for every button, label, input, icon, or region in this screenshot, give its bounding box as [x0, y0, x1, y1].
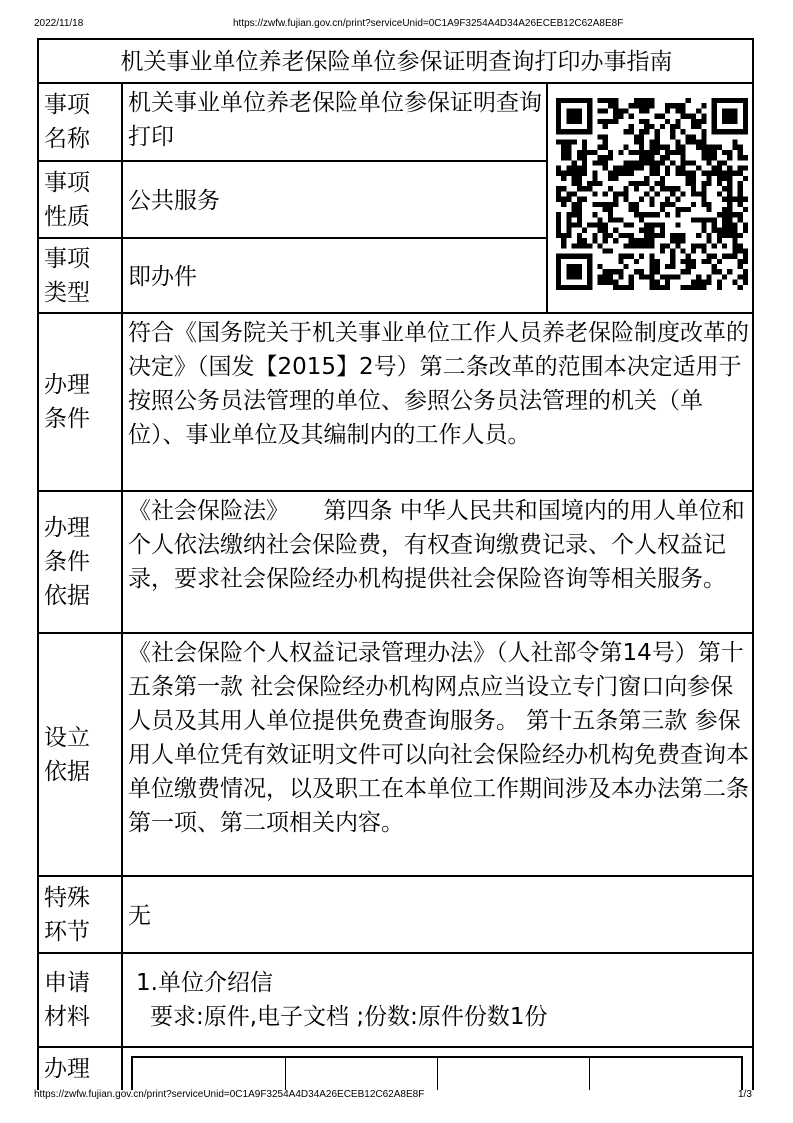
- material-requirement: 要求:原件,电子文档 ;份数:原件份数1份: [150, 1004, 548, 1030]
- materials-value: [123, 954, 754, 1046]
- row-label: 申请 材料: [39, 954, 123, 1046]
- row-label: 办理 条件 依据: [39, 492, 123, 632]
- row-item-nature: [39, 162, 546, 239]
- item-type-value: 即办件: [128, 263, 197, 290]
- row-conditions: [39, 314, 754, 492]
- row-label: 事项 性质: [39, 162, 123, 237]
- page-number: 1/3: [738, 1089, 752, 1100]
- row-materials: [39, 954, 754, 1048]
- item-nature-value: 公共服务: [128, 187, 220, 214]
- qr-code-icon: [556, 98, 748, 290]
- row-establish-basis: [39, 634, 754, 877]
- row-label: 事项 名称: [39, 84, 123, 160]
- footer-url: https://zwfw.fujian.gov.cn/print?serviceUnid=0C1A9F3254A4D34A26ECEB12C62A8E8F: [34, 1089, 425, 1100]
- row-item-type: [39, 239, 546, 314]
- establish-basis-value: 《社会保险个人权益记录管理办法》（人社部令第14号）第十五条第一款 社会保险经办机构网点应当设立专门窗口向参保人员及其用人单位提供免费查询服务。 第十五条第三款 参保用人单位凭有效证明文件可以向社会保险经办机构免费查询本单位缴费情况，以及职工在本单位工作期间涉及本办法第二条第一项、第二项相关内容。: [128, 640, 749, 836]
- print-date: 2022/11/18: [34, 18, 84, 29]
- row-label: 办理 条件: [39, 314, 123, 490]
- row-label: 设立 依据: [39, 634, 123, 875]
- process-inner-table: [131, 1056, 743, 1090]
- page-title: 机关事业单位养老保险单位参保证明查询打印办事指南: [39, 40, 754, 84]
- row-label: 事项 类型: [39, 239, 123, 312]
- condition-basis-value: 《社会保险法》 第四条 中华人民共和国境内的用人单位和个人依法缴纳社会保险费，有权查询缴费记录、个人权益记录，要求社会保险经办机构提供社会保险咨询等相关服务。: [128, 498, 745, 592]
- material-item: 1.单位介绍信: [136, 970, 273, 996]
- guide-table: [37, 38, 754, 1090]
- conditions-value: 符合《国务院关于机关事业单位工作人员养老保险制度改革的决定》（国发【2015】2号）第二条改革的范围本决定适用于按照公务员法管理的单位、参照公务员法管理的机关（单位）、事业单位及其编制内的工作人员。: [128, 320, 749, 448]
- special-steps-value: 无: [128, 902, 151, 929]
- row-label: 办理: [39, 1048, 123, 1090]
- qr-code-cell: [546, 84, 754, 314]
- row-label: 特殊 环节: [39, 877, 123, 952]
- print-url: https://zwfw.fujian.gov.cn/print?serviceUnid=0C1A9F3254A4D34A26ECEB12C62A8E8F: [233, 18, 624, 29]
- row-condition-basis: [39, 492, 754, 634]
- row-special-steps: [39, 877, 754, 954]
- item-name-value: 机关事业单位养老保险单位参保证明查询打印: [128, 90, 542, 150]
- row-item-name: [39, 84, 546, 162]
